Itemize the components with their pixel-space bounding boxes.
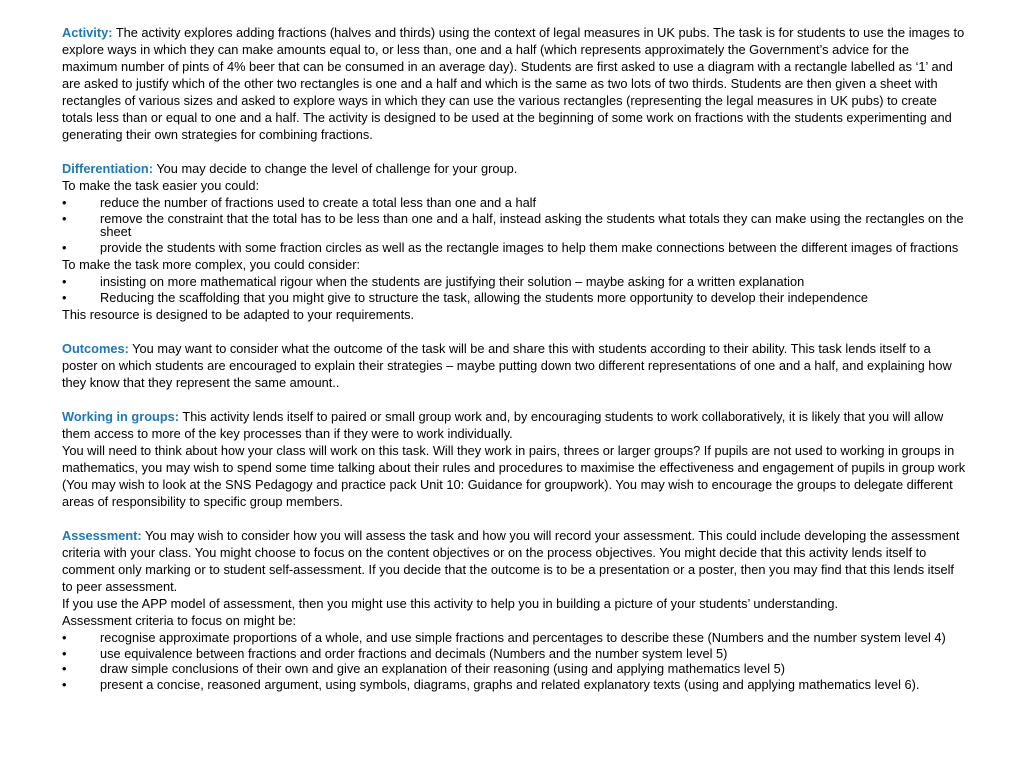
differentiation-closing: This resource is designed to be adapted to your requirements. [62,307,415,322]
outcomes-heading: Outcomes: [62,341,129,356]
list-item-text: remove the constraint that the total has to be less than one and a half, instead asking the students what totals they can make using the rectangles on the sheet [100,210,964,239]
list-item-text: insisting on more mathematical rigour when the students are justifying their solution – maybe asking for a written explanation [100,274,805,289]
list-item-text: use equivalence between fractions and order fractions and decimals (Numbers and the number system level 5) [100,645,728,661]
differentiation-paragraph [62,160,966,177]
list-item-text: provide the students with some fraction circles as well as the rectangle images to help them make connections between the different images of fractions [100,239,959,255]
easier-intro: To make the task easier you could: [62,178,260,193]
bullet-icon: • [62,195,67,210]
list-item [62,662,966,676]
section-gap [62,143,966,160]
working-groups-heading: Working in groups: [62,409,180,424]
section-gap [62,323,966,340]
list-item-text: recognise approximate proportions of a whole, and use simple fractions and percentages to describe these (Numbers and the number system level 4) [100,630,946,645]
assessment-heading: Assessment: [62,528,142,543]
bullet-icon: • [62,661,67,676]
list-item [62,291,966,305]
assessment-text: You may wish to consider how you will assess the task and how you will record your assessment. This could include developing the assessment criteria with your class. You might choose to focus on the content objectives or on the process objectives. You might decide that this activity lends itself to comment only marking or to student self-assessment. If you decide that the outcome is to be a presentation or a poster, then you may find that this lends itself to peer assessment. [62,528,960,594]
outcomes-paragraph [62,340,966,391]
outcomes-text: You may want to consider what the outcome of the task will be and share this with students according to their ability. This task lends itself to a poster on which students are encouraged to explain their strategies – maybe putting down two different representations of one and a half, and explaining how they know that they represent the same amount.. [62,341,952,390]
bullet-icon: • [62,289,67,305]
working-groups-paragraph [62,408,966,442]
list-item-text: present a concise, reasoned argument, using symbols, diagrams, graphs and related explanatory texts (using and applying mathematics level 6). [100,676,920,692]
list-item [62,631,966,645]
section-gap [62,510,966,527]
bullet-icon: • [62,645,67,661]
list-item [62,212,966,239]
list-item [62,275,966,289]
criteria-intro: Assessment criteria to focus on might be: [62,613,296,628]
list-item [62,647,966,661]
list-item [62,678,966,692]
criteria-list [62,631,966,691]
working-groups-paragraph-2: You will need to think about how your class will work on this task. Will they work in pairs, threes or larger groups? If pupils are not used to working in groups in mathematics, you may wish to spend some time talking about their rules and procedures to maximise the effectiveness and engagement of pupils in group work (You may wish to look at the SNS Pedagogy and practice pack Unit 10: Guidance for groupwork). You may wish to encourage the groups to delegate different areas of responsibility to specific group members. [62,443,966,509]
list-item [62,241,966,255]
list-item-text: Reducing the scaffolding that you might give to structure the task, allowing the students more opportunity to develop their independence [100,289,869,305]
list-item-text: draw simple conclusions of their own and give an explanation of their reasoning (using and applying mathematics level 5) [100,661,786,676]
bullet-icon: • [62,274,67,289]
assessment-paragraph-2: If you use the APP model of assessment, then you might use this activity to help you in building a picture of your students’ understanding. [62,596,839,611]
section-gap [62,391,966,408]
document-page [62,24,966,693]
bullet-icon: • [62,239,67,255]
complex-intro: To make the task more complex, you could consider: [62,257,361,272]
activity-paragraph [62,24,966,143]
easier-list [62,196,966,254]
working-groups-text: This activity lends itself to paired or small group work and, by encouraging students to work collaboratively, it is likely that you will allow them access to more of the key processes than if they were to work individually. [62,409,944,441]
list-item-text: reduce the number of fractions used to create a total less than one and a half [100,195,537,210]
differentiation-text: You may decide to change the level of challenge for your group. [153,161,518,176]
bullet-icon: • [62,630,67,645]
differentiation-heading: Differentiation: [62,161,153,176]
activity-heading: Activity: [62,25,113,40]
activity-text: The activity explores adding fractions (halves and thirds) using the context of legal measures in UK pubs. The task is for students to use the images to explore ways in which they can make amounts equal to, or less than, one and a half (which represents approximately the Government’s advice for the maximum number of pints of 4% beer that can be consumed in an average day). Students are first asked to use a diagram with a rectangle labelled as ‘1’ and are asked to justify which of the other two rectangles is one and a half and which is the same as two lots of two thirds. Students are then given a sheet with rectangles of various sizes and asked to explore ways in which they can use the various rectangles (representing the legal measures in UK pubs) to create totals less than or equal to one and a half. The activity is designed to be used at the beginning of some work on fractions with the students experimenting and generating their own strategies for combining fractions. [62,25,965,142]
list-item [62,196,966,210]
bullet-icon: • [62,676,67,692]
complex-list [62,275,966,304]
bullet-icon: • [62,210,67,226]
assessment-paragraph [62,527,966,595]
